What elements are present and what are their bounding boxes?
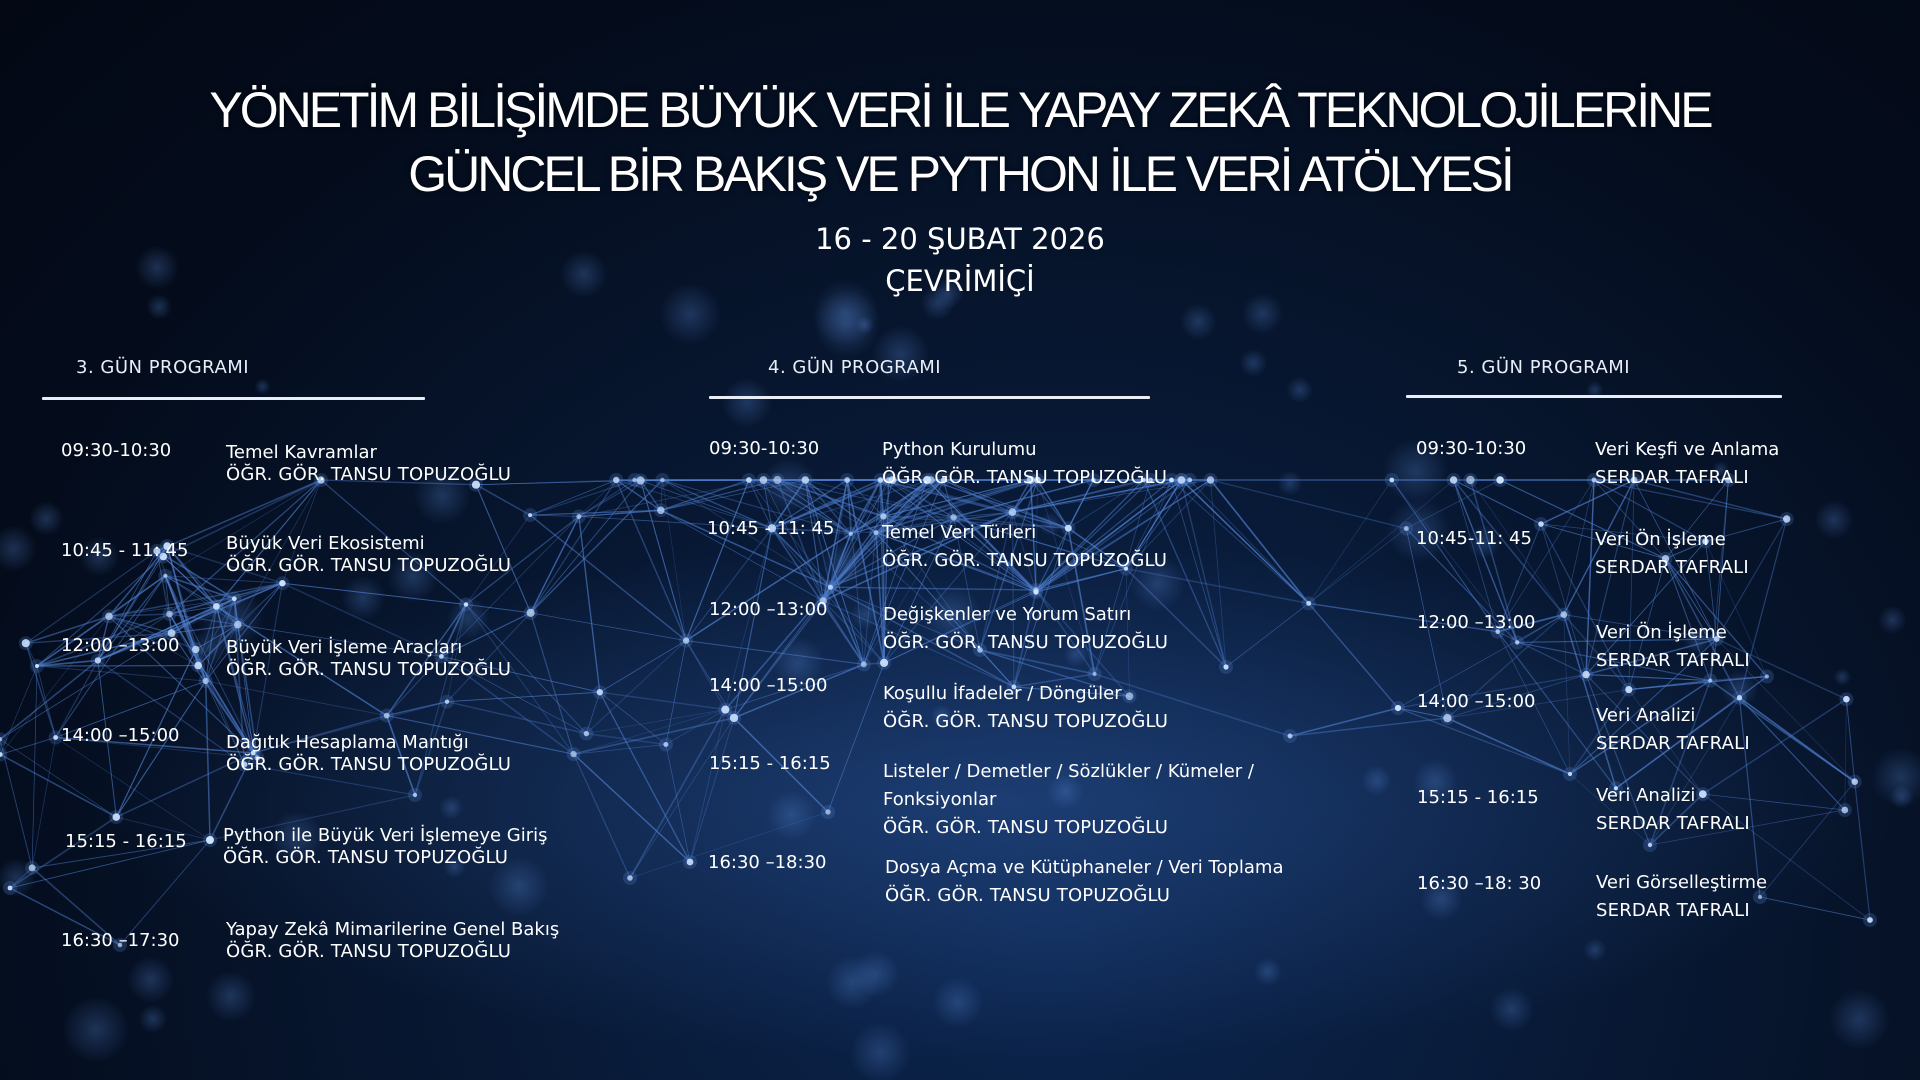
slot-time: 15:15 - 16:15 [65,831,187,852]
day-3-divider [42,397,425,400]
slot-time: 10:45 - 11: 45 [707,518,835,539]
slot-topic: Veri Analizi [1596,705,1696,726]
slot-time: 14:00 –15:00 [61,725,180,746]
title-line-2: GÜNCEL BİR BAKIŞ VE PYTHON İLE VERİ ATÖLYESİ [408,146,1512,202]
slot-speaker: SERDAR TAFRALI [1595,557,1749,578]
slot-time: 12:00 –13:00 [1417,612,1536,633]
slot-time: 10:45 - 11: 45 [61,540,189,561]
slot-speaker: SERDAR TAFRALI [1596,813,1750,834]
slot-time: 16:30 –18:30 [708,852,827,873]
slot-time: 09:30-10:30 [1416,438,1527,459]
slot-time: 14:00 –15:00 [1417,691,1536,712]
slot-speaker: ÖĞR. GÖR. TANSU TOPUZOĞLU [883,711,1169,732]
title-block [0,78,1920,206]
slot-speaker: ÖĞR. GÖR. TANSU TOPUZOĞLU [226,464,512,485]
slot-speaker: SERDAR TAFRALI [1596,650,1750,671]
slot-speaker: ÖĞR. GÖR. TANSU TOPUZOĞLU [885,885,1171,906]
slot-topic: Değişkenler ve Yorum Satırı [883,604,1132,625]
day-5-divider [1406,395,1782,398]
slot-topic: Yapay Zekâ Mimarilerine Genel Bakış [226,919,560,940]
slot-topic: Veri Keşfi ve Anlama [1595,439,1780,460]
slot-speaker: ÖĞR. GÖR. TANSU TOPUZOĞLU [226,659,512,680]
day-3-title: 3. GÜN PROGRAMI [76,357,250,378]
slot-topic: Veri Görselleştirme [1596,872,1768,893]
slot-speaker: ÖĞR. GÖR. TANSU TOPUZOĞLU [882,550,1168,571]
slot-time: 09:30-10:30 [709,438,820,459]
slot-speaker: SERDAR TAFRALI [1595,467,1749,488]
slot-speaker: SERDAR TAFRALI [1596,733,1750,754]
slot-topic: Koşullu İfadeler / Döngüler [883,683,1122,704]
slot-topic: Python Kurulumu [882,439,1037,460]
slot-time: 16:30 –17:30 [61,930,180,951]
slot-speaker: ÖĞR. GÖR. TANSU TOPUZOĞLU [883,632,1169,653]
slot-topic: Veri Ön İşleme [1596,622,1727,643]
slot-topic: Temel Veri Türleri [882,522,1037,543]
slot-topic: Büyük Veri İşleme Araçları [226,637,463,658]
slot-speaker: SERDAR TAFRALI [1596,900,1750,921]
title-line-1: YÖNETİM BİLİŞİMDE BÜYÜK VERİ İLE YAPAY ZEKÂ TEKNOLOJİLERİNE [209,82,1711,138]
slot-topic: Listeler / Demetler / Sözlükler / Kümeler / Fonksiyonlar [883,761,1254,810]
slot-topic: Temel Kavramlar [226,442,377,463]
slot-time: 12:00 –13:00 [61,635,180,656]
slot-time: 15:15 - 16:15 [1417,787,1539,808]
slot-speaker: ÖĞR. GÖR. TANSU TOPUZOĞLU [223,847,509,868]
day-4-divider [709,396,1150,399]
slot-topic: Python ile Büyük Veri İşlemeye Giriş [223,825,548,846]
slot-time: 12:00 –13:00 [709,599,828,620]
day-5-title: 5. GÜN PROGRAMI [1457,357,1631,378]
slot-time: 14:00 –15:00 [709,675,828,696]
slot-speaker: ÖĞR. GÖR. TANSU TOPUZOĞLU [882,467,1168,488]
slot-topic: Büyük Veri Ekosistemi [226,533,425,554]
slot-topic: Veri Analizi [1596,785,1696,806]
slot-topic: Dosya Açma ve Kütüphaneler / Veri Toplama [885,857,1284,878]
slot-time: 15:15 - 16:15 [709,753,831,774]
slot-time: 16:30 –18: 30 [1417,873,1542,894]
slot-speaker: ÖĞR. GÖR. TANSU TOPUZOĞLU [226,754,512,775]
slot-topic: Veri Ön İşleme [1595,529,1726,550]
day-4-title: 4. GÜN PROGRAMI [768,357,942,378]
slot-time: 09:30-10:30 [61,440,172,461]
event-mode: ÇEVRİMİÇİ [885,264,1035,298]
slot-speaker: ÖĞR. GÖR. TANSU TOPUZOĞLU [226,941,512,962]
slot-time: 10:45-11: 45 [1416,528,1532,549]
event-date: 16 - 20 ŞUBAT 2026 [815,222,1105,256]
slot-topic: Dağıtık Hesaplama Mantığı [226,732,469,753]
slot-speaker: ÖĞR. GÖR. TANSU TOPUZOĞLU [883,817,1169,838]
slot-speaker: ÖĞR. GÖR. TANSU TOPUZOĞLU [226,555,512,576]
